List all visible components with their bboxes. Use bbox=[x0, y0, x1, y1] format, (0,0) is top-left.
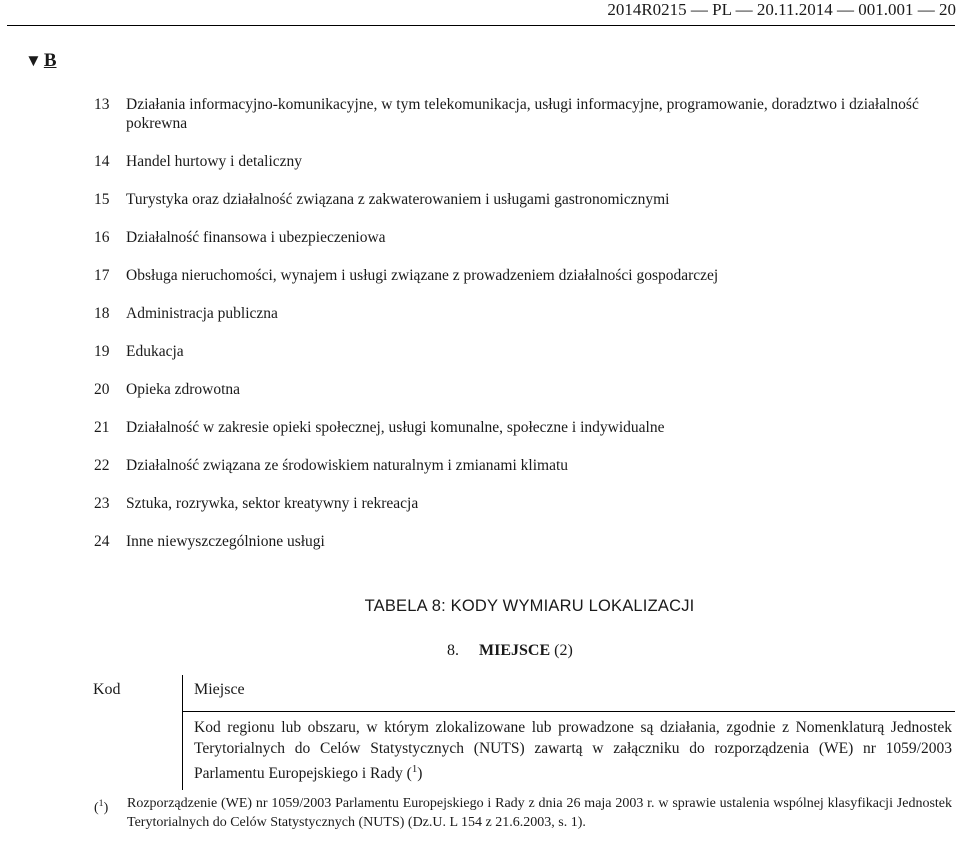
triangle-down-icon: ▼ bbox=[25, 51, 42, 70]
section-name: MIEJSCE bbox=[479, 642, 551, 659]
place-description-close: ) bbox=[417, 765, 423, 783]
sector-item bbox=[94, 494, 956, 513]
table-vertical-divider bbox=[182, 675, 183, 790]
sector-number: 23 bbox=[94, 495, 110, 512]
sector-number: 18 bbox=[94, 305, 110, 322]
sector-label: Działania informacyjno-komunikacyjne, w tym telekomunikacja, usługi informacyjne, programowanie, doradztwo i działalność pokrewna bbox=[126, 96, 919, 132]
footnote-mark: ($^1$) bbox=[94, 798, 109, 816]
column-header-place: Miejsce bbox=[194, 681, 245, 698]
sector-label: Opieka zdrowotna bbox=[126, 381, 241, 398]
section-number: 8. bbox=[447, 642, 459, 659]
sector-number: 15 bbox=[94, 191, 110, 208]
sector-item bbox=[94, 228, 956, 247]
sector-label: Sztuka, rozrywka, sektor kreatywny i rekreacja bbox=[126, 495, 419, 512]
sector-item bbox=[94, 418, 956, 437]
sector-label: Edukacja bbox=[126, 343, 184, 360]
sector-number: 19 bbox=[94, 343, 110, 360]
sector-number: 16 bbox=[94, 229, 110, 246]
table-title: TABELA 8: KODY WYMIARU LOKALIZACJI bbox=[364, 597, 695, 615]
sector-item bbox=[94, 152, 956, 171]
amendment-marker bbox=[25, 50, 57, 72]
footnote bbox=[94, 795, 952, 832]
sector-label: Turystyka oraz działalność związana z zakwaterowaniem i usługami gastronomicznymi bbox=[126, 191, 670, 208]
sector-item bbox=[94, 532, 956, 551]
document-reference: 2014R0215 — PL — 20.11.2014 — 001.001 — 20 bbox=[607, 0, 956, 19]
sector-item bbox=[94, 456, 956, 475]
sector-item bbox=[94, 190, 956, 209]
sector-label: Handel hurtowy i detaliczny bbox=[126, 153, 303, 170]
section-reference: (2) bbox=[554, 642, 573, 659]
sector-list bbox=[94, 95, 956, 570]
sector-label: Administracja publiczna bbox=[126, 305, 278, 322]
place-description-text: Kod regionu lub obszaru, w którym zlokalizowane lub prowadzone są działania, zgodnie z Nomenklaturą Jednostek Terytorialnych do Celów Statystycznych (NUTS) zawartą w załączniku do rozporządzenia (WE) nr 1059/2003 Parlamentu Europejskiego i Rady ( bbox=[194, 719, 952, 783]
sector-number: 13 bbox=[94, 96, 110, 113]
table-horizontal-divider bbox=[182, 711, 955, 712]
sector-number: 24 bbox=[94, 533, 110, 550]
sector-number: 20 bbox=[94, 381, 110, 398]
sector-label: Inne niewyszczególnione usługi bbox=[126, 533, 325, 550]
sector-item bbox=[94, 266, 956, 285]
sector-item bbox=[94, 380, 956, 399]
sector-item bbox=[94, 304, 956, 323]
sector-number: 14 bbox=[94, 153, 110, 170]
footnote-text: Rozporządzenie (WE) nr 1059/2003 Parlamentu Europejskiego i Rady z dnia 26 maja 2003 r. w sprawie ustalenia wspólnej klasyfikacji Jednostek Terytorialnych do Celów Statystycznych (NUTS) (Dz.U. L 154 z 21.6.2003, s. 1). bbox=[127, 796, 952, 830]
sector-number: 17 bbox=[94, 267, 110, 284]
sector-label: Obsługa nieruchomości, wynajem i usługi związane z prowadzeniem działalności gospodarczej bbox=[126, 267, 719, 284]
sector-number: 21 bbox=[94, 419, 110, 436]
place-description bbox=[194, 717, 952, 784]
section-heading bbox=[447, 642, 573, 660]
column-header-code: Kod bbox=[93, 681, 121, 698]
header-divider bbox=[7, 25, 955, 26]
amendment-marker-label: B bbox=[43, 50, 57, 71]
sector-label: Działalność finansowa i ubezpieczeniowa bbox=[126, 229, 386, 246]
sector-label: Działalność w zakresie opieki społecznej, usługi komunalne, społeczne i indywidualne bbox=[126, 419, 665, 436]
sector-item bbox=[94, 95, 956, 133]
sector-number: 22 bbox=[94, 457, 110, 474]
sector-item bbox=[94, 342, 956, 361]
footnote-reference[interactable]: 1 bbox=[411, 763, 418, 775]
sector-label: Działalność związana ze środowiskiem naturalnym i zmianami klimatu bbox=[126, 457, 569, 474]
